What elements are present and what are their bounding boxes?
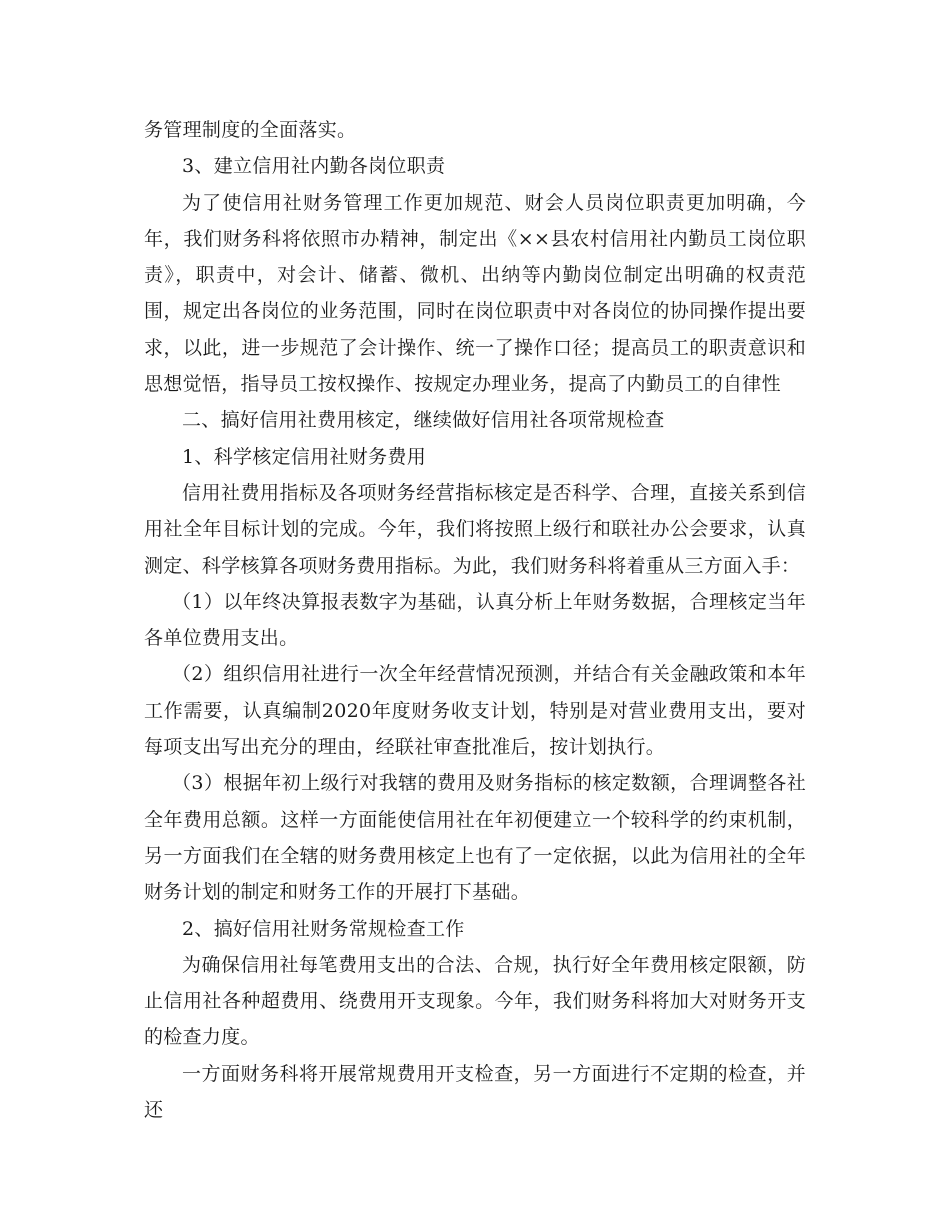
list-item-2: （2）组织信用社进行一次全年经营情况预测，并结合有关金融政策和本年工作需要，认真编制2020年度财务收支计划，特别是对营业费用支出，要对每项支出写出充分的理由，经联社审查批准后，按计划执行。 <box>144 663 806 759</box>
section-heading-1: 1、科学核定信用社财务费用 <box>182 445 426 468</box>
paragraph-fee-indicators: 信用社费用指标及各项财务经营指标核定是否科学、合理，直接关系到信用社全年目标计划的完成。今年，我们将按照上级行和联社办公会要求，认真测定、科学核算各项财务费用指标。为此，我们财务科将着重从三方面入手： <box>144 481 806 577</box>
list-item-3: （3）根据年初上级行对我辖的费用及财务指标的核定数额，合理调整各社全年费用总额。这样一方面能使信用社在年初便建立一个较科学的约束机制，另一方面我们在全辖的财务费用核定上也有了一定依据，以此为信用社的全年财务计划的制定和财务工作的开展打下基础。 <box>144 772 806 904</box>
section-heading-2-main: 二、搞好信用社费用核定，继续做好信用社各项常规检查 <box>182 409 665 432</box>
paragraph-inspection-continued: 一方面财务科将开展常规费用开支检查，另一方面进行不定期的检查，并还 <box>144 1062 806 1122</box>
paragraph-job-duties: 为了使信用社财务管理工作更加规范、财会人员岗位职责更加明确，今年，我们财务科将依照市办精神，制定出《××县农村信用社内勤员工岗位职责》，职责中，对会计、储蓄、微机、出纳等内勤岗位制定出明确的权责范围，规定出各岗位的业务范围，同时在岗位职责中对各岗位的协同操作提出要求，以此，进一步规范了会计操作、统一了操作口径；提高员工的职责意识和思想觉悟，指导员工按权操作、按规定办理业务，提高了内勤员工的自律性 <box>144 191 806 396</box>
document-body <box>144 112 806 1128</box>
paragraph-inspection: 为确保信用社每笔费用支出的合法、合规，执行好全年费用核定限额，防止信用社各种超费用、绕费用开支现象。今年，我们财务科将加大对财务开支的检查力度。 <box>144 953 806 1049</box>
list-item-1: （1）以年终决算报表数字为基础，认真分析上年财务数据，合理核定当年各单位费用支出。 <box>144 590 806 650</box>
section-heading-2: 2、搞好信用社财务常规检查工作 <box>182 917 465 940</box>
section-heading-3: 3、建立信用社内勤各岗位职责 <box>182 155 446 178</box>
paragraph-continuation: 务管理制度的全面落实。 <box>144 119 357 141</box>
